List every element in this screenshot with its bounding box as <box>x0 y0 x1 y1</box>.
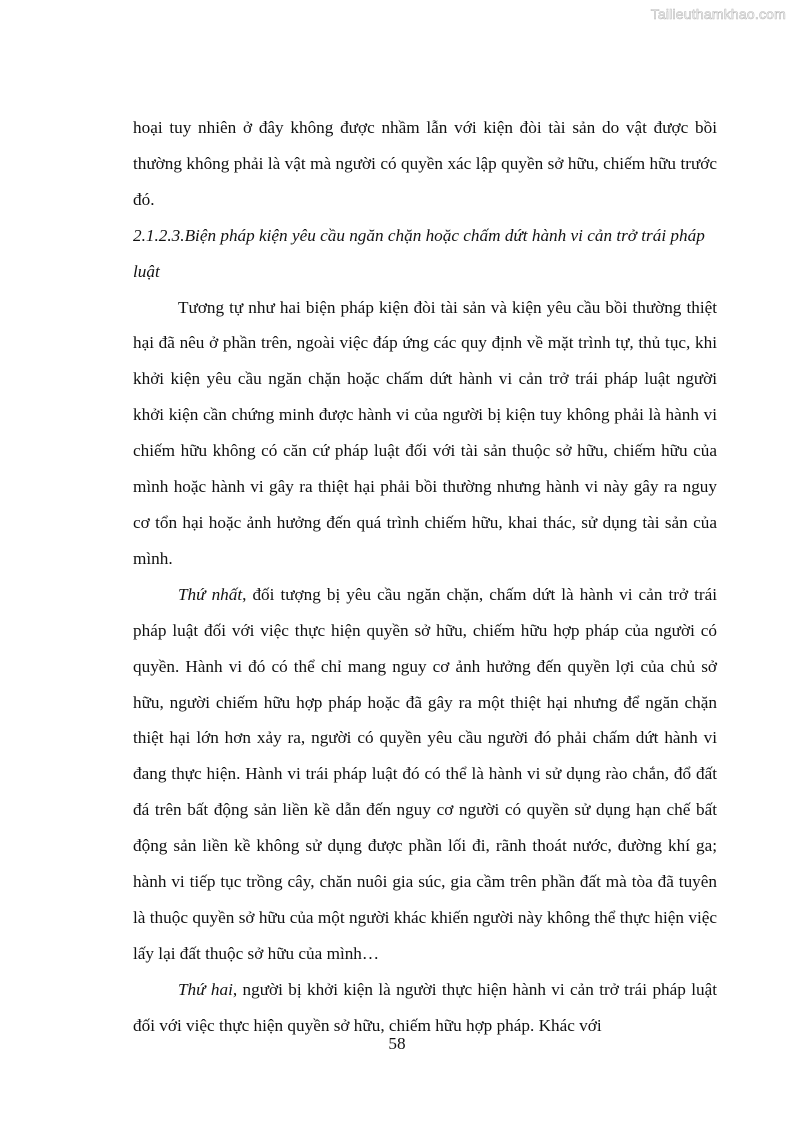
first-point-text: , đối tượng bị yêu cầu ngăn chặn, chấm dứt là hành vi cản trở trái pháp luật đối với việc thực hiện quyền sở hữu, chiếm hữu hợp pháp của người có quyền. Hành vi đó có thể chỉ mang nguy cơ ảnh hưởng đến quyền lợi của chủ sở hữu, người chiếm hữu hợp pháp hoặc đã gây ra một thiệt hại nhưng để ngăn chặn thiệt hại lớn hơn xảy ra, người có quyền yêu cầu người đó phải chấm dứt hành vi đang thực hiện. Hành vi trái pháp luật đó có thể là hành vi sử dụng rào chắn, đổ đất đá trên bất động sản liền kề dẫn đến nguy cơ người có quyền sử dụng hạn chế bất động sản liền kề không sử dụng được phần lối đi, rãnh thoát nước, đường khí ga; hành vi tiếp tục trồng cây, chăn nuôi gia súc, gia cầm trên phần đất mà tòa đã tuyên là thuộc quyền sở hữu của một người khác khiến người này không thể thực hiện việc lấy lại đất thuộc sở hữu của mình… <box>133 584 717 963</box>
second-point-text: , người bị khởi kiện là người thực hiện hành vi cản trở trái pháp luật đối với việc thực hiện quyền sở hữu, chiếm hữu hợp pháp. Khác với <box>133 979 717 1035</box>
section-heading: 2.1.2.3.Biện pháp kiện yêu cầu ngăn chặn hoặc chấm dứt hành vi cản trở trái pháp luật <box>133 225 705 281</box>
paragraph-first-point <box>133 577 717 972</box>
second-point-lead: Thứ hai <box>178 979 233 999</box>
document-body <box>133 110 717 1044</box>
page-number: 58 <box>388 1034 406 1053</box>
paragraph-intro: Tương tự như hai biện pháp kiện đòi tài sản và kiện yêu cầu bồi thường thiệt hại đã nêu ở phần trên, ngoài việc đáp ứng các quy định về mặt trình tự, thủ tục, khi khởi kiện yêu cầu ngăn chặn hoặc chấm dứt hành vi cản trở trái pháp luật người khởi kiện cần chứng minh được hành vi của người bị kiện tuy không phải là hành vi chiếm hữu không có căn cứ pháp luật đối với tài sản thuộc sở hữu, chiếm hữu của mình hoặc hành vi gây ra thiệt hại phải bồi thường nhưng hành vi này gây ra nguy cơ tổn hại hoặc ảnh hưởng đến quá trình chiếm hữu, khai thác, sử dụng tài sản của mình. <box>133 297 717 568</box>
watermark-text: Tailieuthamkhao.com <box>650 6 786 22</box>
first-point-lead: Thứ nhất <box>178 584 243 604</box>
paragraph-continuation: hoại tuy nhiên ở đây không được nhầm lẫn với kiện đòi tài sản do vật được bồi thường không phải là vật mà người có quyền xác lập quyền sở hữu, chiếm hữu trước đó. <box>133 118 717 209</box>
